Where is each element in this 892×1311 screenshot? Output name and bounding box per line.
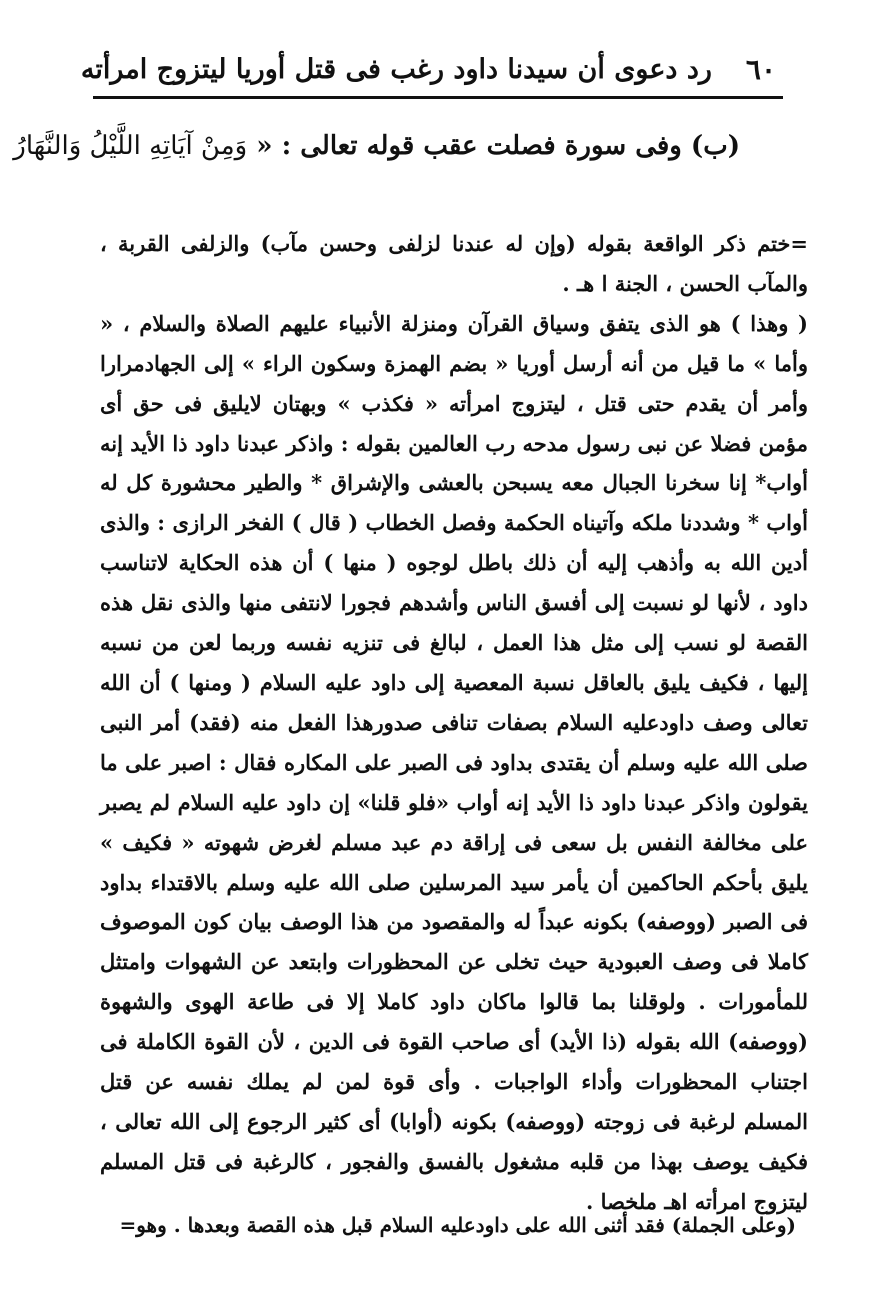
- page-number: ٦٠: [745, 52, 776, 86]
- running-title: رد دعوى أن سيدنا داود رغب فى قتل أوريا ليتزوج امرأته: [80, 53, 712, 85]
- quranic-quote: وَمِنْ آيَاتِهِ اللَّيْلُ وَالنَّهَارُ: [13, 131, 248, 161]
- closing-line: (وعلى الجملة) فقد أثنى الله على داودعليه السلام قبل هذه القصة وبعدها . وهو=: [119, 1213, 796, 1237]
- paragraph-continuation: =ختم ذكر الواقعة بقوله (وإن له عندنا لزلفى وحسن مآب) والزلفى القربة ، والمآب الحسن ، الجنة ا هـ .: [100, 231, 808, 296]
- header-rule: [93, 96, 783, 99]
- paragraph-main: ( وهذا ) هو الذى يتفق وسياق القرآن ومنزلة الأنبياء عليهم الصلاة والسلام ، « وأما » ما قيل من أنه أرسل أوريا « بضم الهمزة وسكون الراء » إلى الجهادمرارا وأمر أن يقدم حتى قتل ، ليتزوج امرأته « فكذب » وبهتان لايليق فى حق أى مؤمن فضلا عن نبى رسول مدحه رب العالمين بقوله : واذكر عبدنا داود ذا الأيد إنه أواب* إنا سخرنا الجبال معه يسبحن بالعشى والإشراق * والطير محشورة كل له أواب * وشددنا ملكه وآتيناه الحكمة وفصل الخطاب ( قال ) الفخر الرازى : والذى أدين الله به وأذهب إليه أن ذلك باطل لوجوه ( منها ) أن هذه الحكاية لاتناسب داود ، لأنها لو نسبت إلى أفسق الناس وأشدهم فجورا لانتفى منها والذى نقل هذه القصة لو نسب إلى مثل هذا العمل ، لبالغ فى تنزيه نفسه وربما لعن من نسبه إليها ، فكيف يليق بالعاقل نسبة المعصية إلى داود عليه السلام ( ومنها ) أن الله تعالى وصف داودعليه السلام بصفات تنافى صدورهذا الفعل منه (فقد) أمر النبى صلى الله عليه وسلم أن يقتدى بداود فى الصبر على المكاره فقال : اصبر على ما يقولون واذكر عبدنا داود ذا الأيد إنه أواب «فلو قلنا» إن داود عليه السلام لم يصبر على مخالفة النفس بل سعى فى إراقة دم عبد مسلم لغرض شهوته « فكيف » يليق بأحكم الحاكمين أن يأمر سيد المرسلين صلى الله عليه وسلم بالاقتداء بداود فى الصبر (ووصفه) بكونه عبداً له والمقصود من هذا الوصف بيان كون الموصوف كاملا فى وصف العبودية حيث تخلى عن المحظورات وابتعد عن الشهوات وامتثل للمأمورات . ولوقلنا بما قالوا ماكان داود كاملا إلا فى طاعة الهوى والشهوة (ووصفه) الله بقوله (ذا الأيد) أى صاحب القوة فى الدين ، لأن القوة الكاملة فى اجتناب المحظورات وأداء الواجبات . وأى قوة لمن لم يملك نفسه عن قتل المسلم لرغبة فى زوجته (ووصفه) بكونه (أوابا) أى كثير الرجوع إلى الله تعالى ، فكيف يوصف بهذا من قلبه مشغول بالفسق والفجور ، كالرغبة فى قتل المسلم ليتزوج امرأته اهـ ملخصا .: [100, 310, 808, 1214]
- intro-text: (ب) وفى سورة فصلت عقب قوله تعالى : «: [256, 131, 740, 161]
- body-text: [100, 224, 808, 1222]
- section-intro: [13, 126, 740, 166]
- page-header: [80, 44, 776, 94]
